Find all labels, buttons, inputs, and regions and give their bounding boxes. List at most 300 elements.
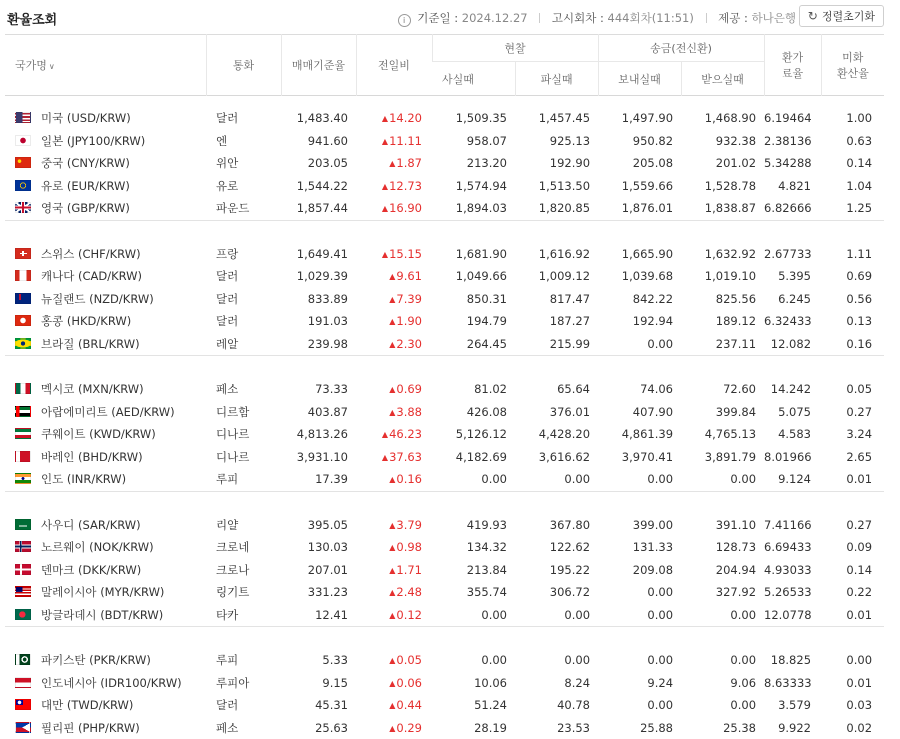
up-triangle-icon: ▲: [382, 204, 388, 213]
wire-receive-cell: 0.00: [681, 694, 764, 717]
up-triangle-icon: ▲: [382, 453, 388, 462]
change-cell: ▲2.48: [356, 581, 432, 604]
base-rate-cell: 1,544.22: [281, 175, 356, 198]
change-cell: ▲0.29: [356, 717, 432, 739]
cash-buy-cell: 28.19: [432, 717, 515, 739]
country-name: 쿠웨이트 (KWD/KRW): [41, 427, 156, 441]
flag-kw-icon: [15, 428, 31, 439]
country-cell[interactable]: [5, 649, 206, 672]
currency-cell: 디르함: [206, 401, 281, 424]
base-rate-cell: 403.87: [281, 401, 356, 424]
country-cell[interactable]: [5, 559, 206, 582]
wire-send-cell: 9.24: [598, 672, 681, 695]
cash-sell-cell: 215.99: [515, 333, 598, 356]
refresh-icon: ↻: [808, 9, 818, 23]
cash-buy-cell: 1,681.90: [432, 243, 515, 266]
country-cell[interactable]: [5, 401, 206, 424]
country-cell[interactable]: [5, 468, 206, 491]
usd-conversion-cell: 0.05: [821, 378, 884, 401]
table-row[interactable]: [5, 694, 884, 717]
usd-conversion-cell: 1.04: [821, 175, 884, 198]
usd-conversion-cell: 3.24: [821, 423, 884, 446]
exchange-rate-cell: 8.63333: [764, 672, 821, 695]
cash-sell-cell: 23.53: [515, 717, 598, 739]
cash-sell-cell: 0.00: [515, 649, 598, 672]
country-name: 말레이시아 (MYR/KRW): [41, 585, 164, 599]
exchange-rate-cell: 7.41166: [764, 514, 821, 537]
country-name: 멕시코 (MXN/KRW): [41, 382, 144, 396]
wire-receive-cell: 128.73: [681, 536, 764, 559]
currency-cell: 달러: [206, 107, 281, 130]
wire-receive-cell: 204.94: [681, 559, 764, 582]
table-row[interactable]: [5, 514, 884, 537]
country-cell[interactable]: [5, 310, 206, 333]
usd-conversion-cell: 1.25: [821, 197, 884, 220]
wire-receive-cell: 0.00: [681, 649, 764, 672]
base-rate-cell: 3,931.10: [281, 446, 356, 469]
column-header-country[interactable]: 국가명 ∨: [5, 35, 206, 96]
flag-nz-icon: [15, 293, 31, 304]
cash-sell-cell: 376.01: [515, 401, 598, 424]
change-cell: ▲2.30: [356, 333, 432, 356]
country-cell[interactable]: [5, 175, 206, 198]
sort-reset-label: 정렬초기화: [822, 8, 875, 24]
up-triangle-icon: ▲: [382, 430, 388, 439]
change-cell: ▲16.90: [356, 197, 432, 220]
currency-cell: 유로: [206, 175, 281, 198]
wire-send-cell: 3,970.41: [598, 446, 681, 469]
base-rate-cell: 941.60: [281, 130, 356, 153]
currency-cell: 프랑: [206, 243, 281, 266]
up-triangle-icon: ▲: [389, 588, 395, 597]
wire-receive-cell: 72.60: [681, 378, 764, 401]
up-triangle-icon: ▲: [389, 295, 395, 304]
change-cell: ▲0.44: [356, 694, 432, 717]
wire-send-cell: 4,861.39: [598, 423, 681, 446]
change-cell: ▲9.61: [356, 265, 432, 288]
cash-sell-cell: 122.62: [515, 536, 598, 559]
table-row[interactable]: [5, 581, 884, 604]
base-rate-cell: 1,029.39: [281, 265, 356, 288]
cash-buy-cell: 81.02: [432, 378, 515, 401]
table-row[interactable]: [5, 333, 884, 356]
cash-buy-cell: 5,126.12: [432, 423, 515, 446]
cash-sell-cell: 195.22: [515, 559, 598, 582]
cash-buy-cell: 213.20: [432, 152, 515, 175]
wire-receive-cell: 189.12: [681, 310, 764, 333]
flag-pk-icon: [15, 654, 31, 665]
country-cell[interactable]: [5, 197, 206, 220]
country-name: 일본 (JPY100/KRW): [41, 134, 145, 148]
table-row[interactable]: [5, 265, 884, 288]
exchange-rate-cell: 6.69433: [764, 536, 821, 559]
country-name: 파키스탄 (PKR/KRW): [41, 653, 151, 667]
exchange-rate-cell: 6.19464: [764, 107, 821, 130]
country-cell[interactable]: [5, 333, 206, 356]
country-name: 캐나다 (CAD/KRW): [41, 269, 142, 283]
exchange-rate-cell: 14.242: [764, 378, 821, 401]
country-cell[interactable]: [5, 604, 206, 627]
currency-cell: 달러: [206, 310, 281, 333]
usd-conversion-cell: 0.63: [821, 130, 884, 153]
wire-receive-cell: 0.00: [681, 604, 764, 627]
base-rate-cell: 203.05: [281, 152, 356, 175]
currency-cell: 타카: [206, 604, 281, 627]
country-name: 바레인 (BHD/KRW): [41, 450, 143, 464]
up-triangle-icon: ▲: [389, 521, 395, 530]
up-triangle-icon: ▲: [389, 475, 395, 484]
change-cell: ▲1.71: [356, 559, 432, 582]
currency-cell: 루피: [206, 468, 281, 491]
cash-buy-cell: 355.74: [432, 581, 515, 604]
cash-sell-cell: 925.13: [515, 130, 598, 153]
table-row[interactable]: [5, 401, 884, 424]
exchange-rate-cell: 6.32433: [764, 310, 821, 333]
cash-sell-cell: 1,616.92: [515, 243, 598, 266]
up-triangle-icon: ▲: [382, 250, 388, 259]
usd-conversion-cell: 2.65: [821, 446, 884, 469]
country-cell[interactable]: [5, 288, 206, 311]
group-spacer: [5, 627, 884, 649]
wire-send-cell: 74.06: [598, 378, 681, 401]
column-header-cash-sell[interactable]: 파실때: [515, 62, 598, 96]
wire-send-cell: 950.82: [598, 130, 681, 153]
flag-tw-icon: [15, 699, 31, 710]
cash-sell-cell: 1,457.45: [515, 107, 598, 130]
column-header-cash-buy[interactable]: 사실때: [432, 62, 515, 96]
up-triangle-icon: ▲: [389, 611, 395, 620]
table-body: [5, 96, 884, 739]
country-name: 인도 (INR/KRW): [41, 472, 126, 486]
table-header: [5, 35, 884, 96]
exchange-rate-cell: 3.579: [764, 694, 821, 717]
usd-conversion-cell: 0.14: [821, 559, 884, 582]
currency-cell: 루피아: [206, 672, 281, 695]
up-triangle-icon: ▲: [389, 317, 395, 326]
wire-receive-cell: 1,838.87: [681, 197, 764, 220]
wire-receive-cell: 0.00: [681, 468, 764, 491]
country-name: 스위스 (CHF/KRW): [41, 247, 141, 261]
cash-sell-cell: 8.24: [515, 672, 598, 695]
up-triangle-icon: ▲: [389, 340, 395, 349]
table-row[interactable]: [5, 559, 884, 582]
change-cell: ▲0.12: [356, 604, 432, 627]
change-cell: ▲3.79: [356, 514, 432, 537]
table-row[interactable]: [5, 197, 884, 220]
table-row[interactable]: [5, 310, 884, 333]
cash-buy-cell: 958.07: [432, 130, 515, 153]
country-cell[interactable]: [5, 446, 206, 469]
country-cell[interactable]: [5, 130, 206, 153]
flag-in-icon: [15, 473, 31, 484]
cash-sell-cell: 1,820.85: [515, 197, 598, 220]
up-triangle-icon: ▲: [382, 114, 388, 123]
country-name: 인도네시아 (IDR100/KRW): [41, 676, 182, 690]
cash-buy-cell: 0.00: [432, 468, 515, 491]
column-header-base-rate[interactable]: 매매기준율: [281, 35, 356, 96]
country-name: 뉴질랜드 (NZD/KRW): [41, 292, 154, 306]
usd-conversion-cell: 0.02: [821, 717, 884, 739]
wire-send-cell: 1,559.66: [598, 175, 681, 198]
column-header-wire: 송금(전신환): [598, 35, 764, 62]
column-header-exchange-rate[interactable]: 환가 료율: [764, 35, 821, 96]
country-cell[interactable]: [5, 107, 206, 130]
currency-cell: 페소: [206, 378, 281, 401]
wire-receive-cell: 1,632.92: [681, 243, 764, 266]
chevron-down-icon: ∨: [49, 62, 55, 71]
base-date-label: 기준일 :: [417, 11, 458, 25]
currency-cell: 디나르: [206, 423, 281, 446]
wire-send-cell: 407.90: [598, 401, 681, 424]
country-cell[interactable]: [5, 378, 206, 401]
country-cell[interactable]: [5, 243, 206, 266]
wire-send-cell: 1,039.68: [598, 265, 681, 288]
provider-label: 제공 :: [718, 11, 748, 25]
table-row[interactable]: [5, 107, 884, 130]
cash-buy-cell: 264.45: [432, 333, 515, 356]
notice-round: 444회차(11:51): [608, 11, 694, 25]
usd-conversion-cell: 0.01: [821, 604, 884, 627]
cash-sell-cell: 40.78: [515, 694, 598, 717]
column-header-wire-receive[interactable]: 받으실때: [681, 62, 764, 96]
exchange-rate-table: [5, 34, 884, 739]
table-row[interactable]: [5, 468, 884, 491]
exchange-rate-cell: 5.075: [764, 401, 821, 424]
country-cell[interactable]: [5, 514, 206, 537]
flag-sa-icon: [15, 519, 31, 530]
wire-send-cell: 131.33: [598, 536, 681, 559]
table-row[interactable]: [5, 604, 884, 627]
column-header-cash: 현찰: [432, 35, 598, 62]
base-rate-cell: 331.23: [281, 581, 356, 604]
wire-send-cell: 0.00: [598, 694, 681, 717]
provider: 하나은행: [752, 11, 796, 25]
usd-conversion-cell: 0.01: [821, 468, 884, 491]
wire-receive-cell: 932.38: [681, 130, 764, 153]
usd-conversion-cell: 0.69: [821, 265, 884, 288]
table-row[interactable]: [5, 130, 884, 153]
change-cell: ▲46.23: [356, 423, 432, 446]
exchange-rate-cell: 12.0778: [764, 604, 821, 627]
table-row[interactable]: [5, 175, 884, 198]
country-name: 영국 (GBP/KRW): [41, 201, 130, 215]
country-name: 미국 (USD/KRW): [41, 111, 131, 125]
exchange-rate-cell: 6.245: [764, 288, 821, 311]
table-row[interactable]: [5, 378, 884, 401]
cash-buy-cell: 0.00: [432, 649, 515, 672]
currency-cell: 리얄: [206, 514, 281, 537]
table-row[interactable]: [5, 243, 884, 266]
cash-sell-cell: 0.00: [515, 468, 598, 491]
flag-us-icon: [15, 112, 31, 123]
country-cell[interactable]: [5, 265, 206, 288]
info-icon[interactable]: i: [398, 14, 411, 27]
cash-sell-cell: 187.27: [515, 310, 598, 333]
usd-conversion-cell: 0.01: [821, 672, 884, 695]
currency-cell: 링기트: [206, 581, 281, 604]
country-name: 노르웨이 (NOK/KRW): [41, 540, 154, 554]
wire-receive-cell: 391.10: [681, 514, 764, 537]
base-rate-cell: 12.41: [281, 604, 356, 627]
currency-cell: 파운드: [206, 197, 281, 220]
wire-send-cell: 0.00: [598, 581, 681, 604]
base-rate-cell: 73.33: [281, 378, 356, 401]
cash-sell-cell: 4,428.20: [515, 423, 598, 446]
change-cell: ▲1.87: [356, 152, 432, 175]
wire-receive-cell: 1,019.10: [681, 265, 764, 288]
country-name: 필리핀 (PHP/KRW): [41, 721, 140, 735]
table-row[interactable]: [5, 649, 884, 672]
table-row[interactable]: [5, 446, 884, 469]
usd-conversion-cell: 0.09: [821, 536, 884, 559]
wire-send-cell: 842.22: [598, 288, 681, 311]
usd-conversion-cell: 0.03: [821, 694, 884, 717]
exchange-rate-cell: 8.01966: [764, 446, 821, 469]
wire-receive-cell: 3,891.79: [681, 446, 764, 469]
meta-info: [398, 10, 796, 27]
exchange-rate-cell: 4.583: [764, 423, 821, 446]
change-cell: ▲14.20: [356, 107, 432, 130]
wire-send-cell: 0.00: [598, 333, 681, 356]
flag-bd-icon: [15, 609, 31, 620]
table-row[interactable]: [5, 536, 884, 559]
change-cell: ▲15.15: [356, 243, 432, 266]
column-header-currency[interactable]: 통화: [206, 35, 281, 96]
currency-cell: 크로나: [206, 559, 281, 582]
up-triangle-icon: ▲: [389, 543, 395, 552]
usd-conversion-cell: 1.00: [821, 107, 884, 130]
wire-receive-cell: 201.02: [681, 152, 764, 175]
country-name: 중국 (CNY/KRW): [41, 156, 130, 170]
country-name: 유로 (EUR/KRW): [41, 179, 130, 193]
page-title: 환율조회: [7, 9, 57, 28]
usd-conversion-cell: 0.27: [821, 514, 884, 537]
exchange-rate-cell: 6.82666: [764, 197, 821, 220]
currency-cell: 달러: [206, 288, 281, 311]
cash-buy-cell: 51.24: [432, 694, 515, 717]
country-cell[interactable]: [5, 694, 206, 717]
up-triangle-icon: ▲: [389, 159, 395, 168]
column-header-wire-send[interactable]: 보내실때: [598, 62, 681, 96]
change-cell: ▲0.06: [356, 672, 432, 695]
up-triangle-icon: ▲: [389, 272, 395, 281]
usd-conversion-cell: 0.27: [821, 401, 884, 424]
country-cell[interactable]: [5, 152, 206, 175]
usd-conversion-cell: 0.22: [821, 581, 884, 604]
flag-ae-icon: [15, 406, 31, 417]
table-row[interactable]: [5, 152, 884, 175]
wire-receive-cell: 1,468.90: [681, 107, 764, 130]
flag-br-icon: [15, 338, 31, 349]
group-spacer: [5, 356, 884, 378]
country-name: 사우디 (SAR/KRW): [41, 518, 141, 532]
country-cell[interactable]: [5, 423, 206, 446]
country-name: 대만 (TWD/KRW): [41, 698, 133, 712]
wire-receive-cell: 25.38: [681, 717, 764, 739]
table-row[interactable]: [5, 423, 884, 446]
up-triangle-icon: ▲: [382, 182, 388, 191]
cash-buy-cell: 4,182.69: [432, 446, 515, 469]
table-row[interactable]: [5, 672, 884, 695]
base-rate-cell: 17.39: [281, 468, 356, 491]
change-cell: ▲3.88: [356, 401, 432, 424]
exchange-rate-cell: 5.34288: [764, 152, 821, 175]
group-spacer: [5, 221, 884, 243]
base-rate-cell: 1,649.41: [281, 243, 356, 266]
sort-reset-button[interactable]: [799, 5, 884, 27]
up-triangle-icon: ▲: [389, 679, 395, 688]
cash-sell-cell: 192.90: [515, 152, 598, 175]
exchange-rate-cell: 9.922: [764, 717, 821, 739]
cash-buy-cell: 1,509.35: [432, 107, 515, 130]
cash-sell-cell: 817.47: [515, 288, 598, 311]
divider: [539, 13, 540, 23]
up-triangle-icon: ▲: [382, 137, 388, 146]
cash-buy-cell: 0.00: [432, 604, 515, 627]
usd-conversion-cell: 0.14: [821, 152, 884, 175]
change-cell: ▲0.16: [356, 468, 432, 491]
divider: [706, 13, 707, 23]
country-cell[interactable]: [5, 581, 206, 604]
base-rate-cell: 191.03: [281, 310, 356, 333]
country-name: 덴마크 (DKK/KRW): [41, 563, 141, 577]
base-rate-cell: 1,483.40: [281, 107, 356, 130]
base-rate-cell: 9.15: [281, 672, 356, 695]
usd-conversion-cell: 0.56: [821, 288, 884, 311]
base-rate-cell: 239.98: [281, 333, 356, 356]
cash-buy-cell: 1,894.03: [432, 197, 515, 220]
wire-send-cell: 0.00: [598, 604, 681, 627]
cash-sell-cell: 0.00: [515, 604, 598, 627]
base-rate-cell: 4,813.26: [281, 423, 356, 446]
currency-cell: 루피: [206, 649, 281, 672]
cash-buy-cell: 213.84: [432, 559, 515, 582]
cash-buy-cell: 194.79: [432, 310, 515, 333]
notice-label: 고시회차 :: [552, 11, 604, 25]
exchange-rate-cell: 9.124: [764, 468, 821, 491]
flag-my-icon: [15, 586, 31, 597]
up-triangle-icon: ▲: [389, 724, 395, 733]
flag-bh-icon: [15, 451, 31, 462]
wire-send-cell: 25.88: [598, 717, 681, 739]
change-cell: ▲1.90: [356, 310, 432, 333]
country-cell[interactable]: [5, 672, 206, 695]
cash-sell-cell: 3,616.62: [515, 446, 598, 469]
currency-cell: 페소: [206, 717, 281, 739]
flag-ch-icon: [15, 248, 31, 259]
change-cell: ▲0.98: [356, 536, 432, 559]
flag-ph-icon: [15, 722, 31, 733]
flag-eu-icon: [15, 180, 31, 191]
column-header-change[interactable]: 전일비: [356, 35, 432, 96]
flag-gb-icon: [15, 202, 31, 213]
currency-cell: 레알: [206, 333, 281, 356]
base-rate-cell: 207.01: [281, 559, 356, 582]
cash-sell-cell: 65.64: [515, 378, 598, 401]
wire-send-cell: 209.08: [598, 559, 681, 582]
country-cell[interactable]: [5, 536, 206, 559]
exchange-rate-cell: 2.38136: [764, 130, 821, 153]
base-rate-cell: 833.89: [281, 288, 356, 311]
exchange-rate-cell: 4.821: [764, 175, 821, 198]
exchange-rate-cell: 12.082: [764, 333, 821, 356]
currency-cell: 디나르: [206, 446, 281, 469]
currency-cell: 엔: [206, 130, 281, 153]
table-row[interactable]: [5, 288, 884, 311]
wire-send-cell: 205.08: [598, 152, 681, 175]
country-name: 홍콩 (HKD/KRW): [41, 314, 131, 328]
column-header-usd-conversion[interactable]: 미화 환산율: [821, 35, 884, 96]
